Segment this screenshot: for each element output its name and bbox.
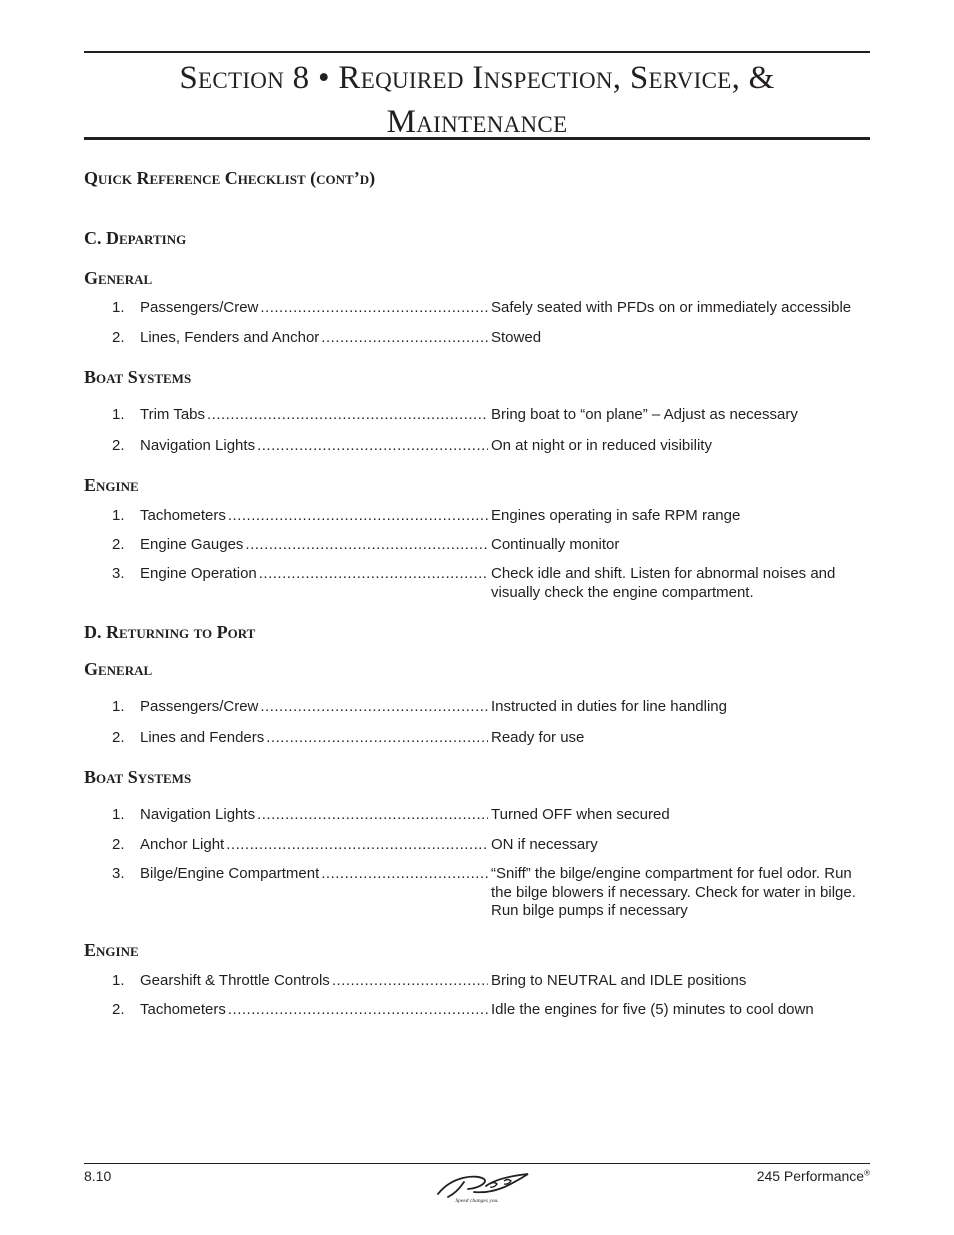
logo-tagline: Speed changes you. <box>455 1198 499 1204</box>
page-title <box>84 56 870 144</box>
baja-logo-icon <box>424 1170 530 1204</box>
subheading-returning-boat-systems: Boat Systems <box>84 767 192 787</box>
page-number: 8.10 <box>84 1168 112 1184</box>
title-bottom-rule <box>84 137 870 140</box>
section-heading-returning: D. Returning to Port <box>84 622 256 642</box>
page-title-line-1: Section 8 • Required Inspection, Service, & <box>179 60 775 96</box>
subheading-returning-engine: Engine <box>84 940 139 960</box>
checklist-title: Quick Reference Checklist (cont’d) <box>84 168 376 188</box>
subheading-returning-general: General <box>84 659 153 679</box>
registered-mark: ® <box>864 1168 870 1178</box>
model-name: 245 Performance® <box>756 1168 870 1184</box>
subheading-departing-general: General <box>84 268 153 288</box>
page-title-line-2: Maintenance <box>386 104 568 140</box>
footer-rule <box>84 1163 870 1164</box>
subheading-departing-boat-systems: Boat Systems <box>84 367 192 387</box>
title-top-rule <box>84 51 870 53</box>
subheading-departing-engine: Engine <box>84 475 139 495</box>
section-heading-departing: C. Departing <box>84 228 187 248</box>
